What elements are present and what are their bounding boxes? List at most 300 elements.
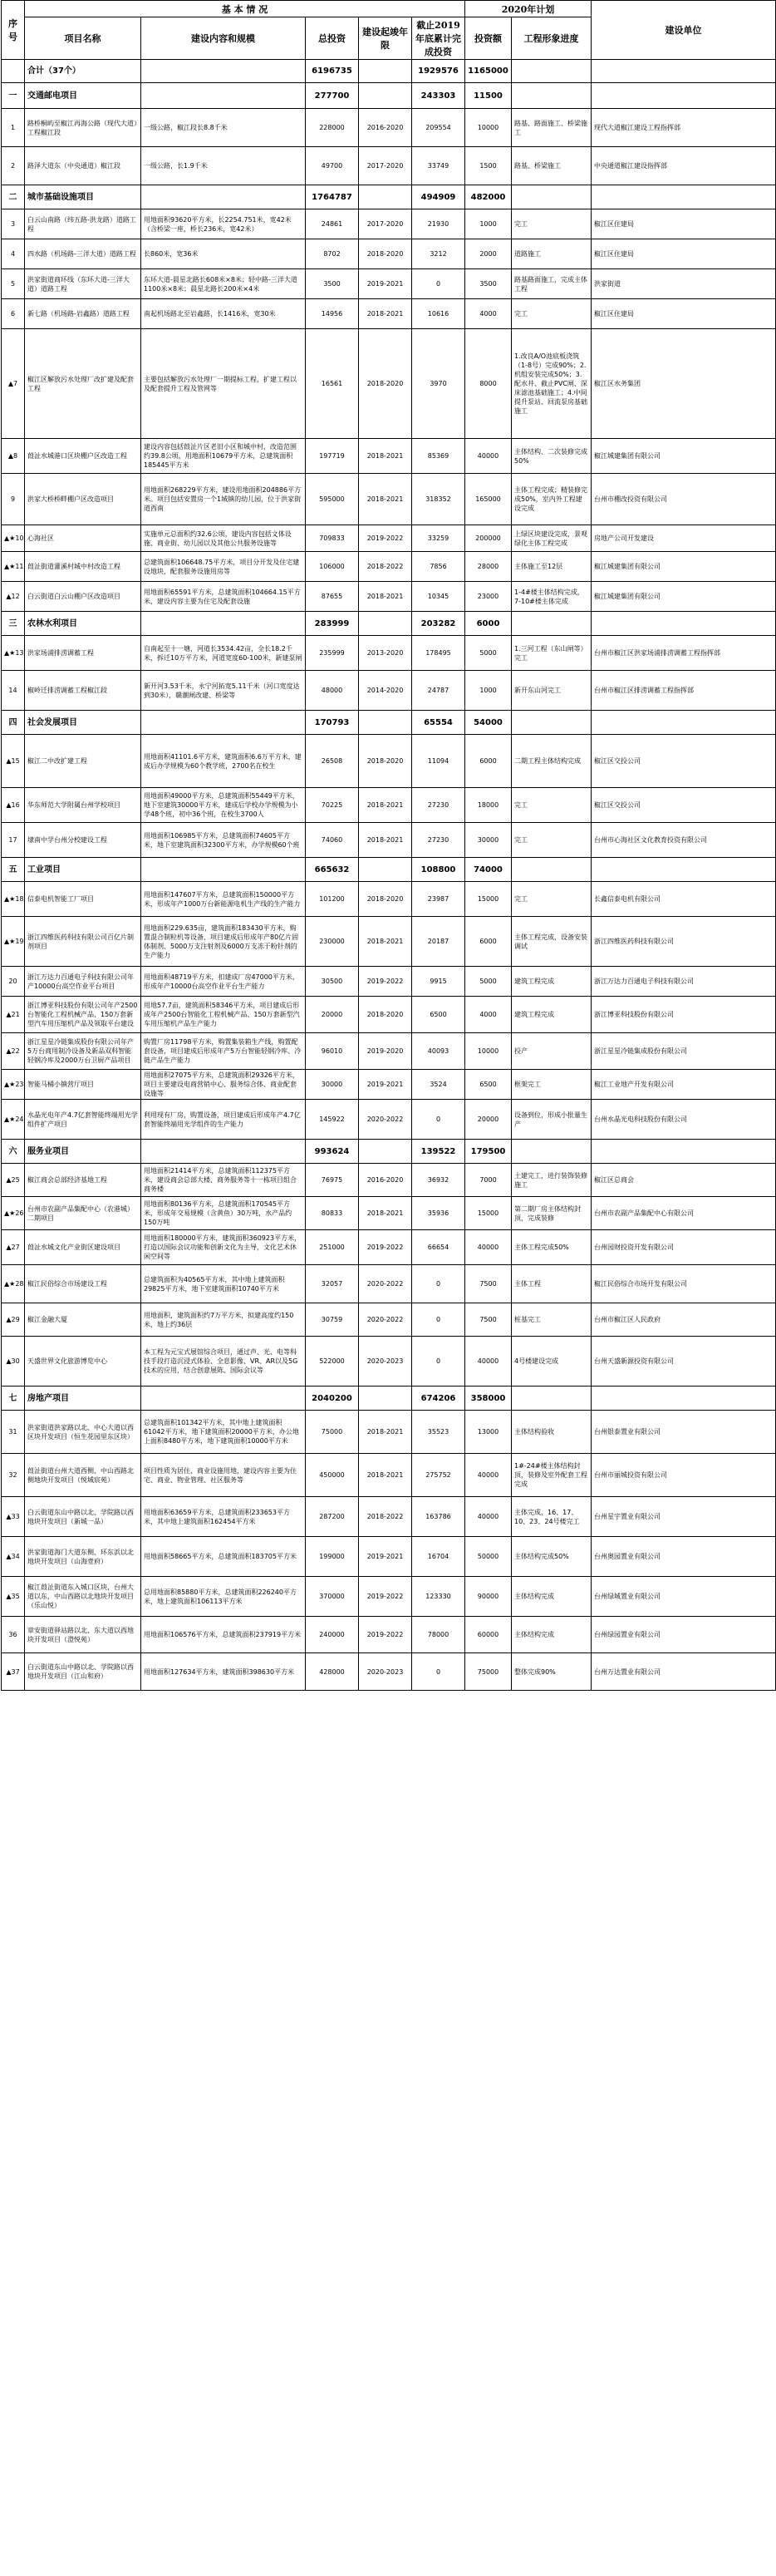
row-plan-investment: 6000 <box>465 917 512 967</box>
row-total-investment: 145922 <box>306 1100 359 1140</box>
row-content: 一级公路，长1.9千米 <box>141 147 306 185</box>
row-years: 2018-2021 <box>359 1411 412 1454</box>
row-content: 用地面积49000平方米，总建筑面积55449平方米，地下室建筑30000平方米，建成后学校办学规模为小学48个班，初中36个班，在校生3700人 <box>141 788 306 823</box>
row-years: 2018-2020 <box>359 329 412 439</box>
row-content: 用地57.7亩，建筑面积58346平方米，项目建成后形成年产2500台智能化工程机械产品、150万套新型汽车用压缩机产品生产能力 <box>141 997 306 1033</box>
row-completed-investment: 21930 <box>412 209 465 239</box>
row-builder-unit: 台州绿园置业有限公司 <box>592 1617 776 1653</box>
row-total-investment: 30000 <box>306 1070 359 1100</box>
row-content <box>141 711 306 735</box>
row-years: 2018-2020 <box>359 997 412 1033</box>
table-row <box>2 1033 776 1070</box>
row-builder-unit: 椒江区住建局 <box>592 209 776 239</box>
table-row <box>2 1411 776 1454</box>
row-progress: 桩基完工 <box>512 1303 592 1337</box>
row-builder-unit: 椒江区水务集团 <box>592 329 776 439</box>
row-plan-investment: 200000 <box>465 525 512 552</box>
row-years: 2018-2022 <box>359 552 412 582</box>
row-years: 2020-2022 <box>359 1100 412 1140</box>
row-content: 用地面积65591平方米，总建筑面积104664.15平方米，建设内容主要为住宅及配套设施 <box>141 582 306 612</box>
row-completed-investment: 178495 <box>412 636 465 671</box>
row-builder-unit: 台州绿城置业有限公司 <box>592 1577 776 1617</box>
row-content: 总建筑面积为40565平方米，其中地上建筑面积29825平方米，地下室建筑面积10740平方米 <box>141 1265 306 1303</box>
row-years: 2018-2021 <box>359 917 412 967</box>
table-body <box>2 60 776 1691</box>
row-content: 项目性质为居住、商业设施用地，建设内容主要为住宅、商业、物业管理、社区服务等 <box>141 1454 306 1497</box>
row-plan-investment: 10000 <box>465 1033 512 1070</box>
row-total-investment: 76975 <box>306 1164 359 1197</box>
row-seq: 14 <box>2 671 25 711</box>
table-row <box>2 997 776 1033</box>
row-total-investment: 32057 <box>306 1265 359 1303</box>
row-builder-unit: 椒江民俗综合市场开发有限公司 <box>592 1265 776 1303</box>
row-progress: 1.三河工程（东山闸等）完工 <box>512 636 592 671</box>
row-progress: 新开东山河完工 <box>512 671 592 711</box>
table-row <box>2 552 776 582</box>
row-seq: ▲★23 <box>2 1070 25 1100</box>
row-content: 利用现有厂房，购置设备，项目建成后形成年产4.7亿套智能终端用光学组件的生产能力 <box>141 1100 306 1140</box>
row-content: 本工程为元宝式展馆综合项目，通过声、光、电等科技手段打造沉浸式体验、全息影像、VR、AR以及5G技术的应用，结合创意展陈、国际会议等 <box>141 1337 306 1387</box>
row-plan-investment: 10000 <box>465 109 512 147</box>
row-total-investment: 70225 <box>306 788 359 823</box>
row-content: 用地面积93620平方米，长2254.751米，宽42米（含桥梁一座，桥长236米，宽42米） <box>141 209 306 239</box>
row-project-name: 浙江万达力百通电子科技有限公司年产10000台高空作业平台项目 <box>25 967 141 997</box>
row-completed-investment: 40093 <box>412 1033 465 1070</box>
table-row <box>2 474 776 525</box>
row-progress: 建筑工程完成 <box>512 997 592 1033</box>
row-seq: ▲33 <box>2 1497 25 1537</box>
row-project-name: 白云街道东山中路以北、学院路以西地块开发项目（江山和府） <box>25 1653 141 1691</box>
row-years: 2018-2021 <box>359 474 412 525</box>
row-project-name: 洪家街道洪家路以北、中心大道以西区块开发项目（恒生花园里东区块） <box>25 1411 141 1454</box>
row-completed-investment: 36932 <box>412 1164 465 1197</box>
row-total-investment: 6196735 <box>306 60 359 83</box>
row-seq: ▲★11 <box>2 552 25 582</box>
row-plan-investment: 3500 <box>465 269 512 299</box>
header-invest: 投资额 <box>465 17 512 60</box>
row-plan-investment: 1500 <box>465 147 512 185</box>
row-seq: 七 <box>2 1387 25 1411</box>
row-total-investment: 49700 <box>306 147 359 185</box>
row-progress <box>512 60 592 83</box>
row-project-name: 浙江博亚科技股份有限公司年产2500台智能化工程机械产品、150万套新型汽车用压缩机产品及领取平台建设 <box>25 997 141 1033</box>
row-years <box>359 1140 412 1164</box>
row-progress: 主体工程完成，设备安装调试 <box>512 917 592 967</box>
row-progress: 1-4#楼主体结构完成，7-10#楼主体完成 <box>512 582 592 612</box>
row-years: 2019-2022 <box>359 967 412 997</box>
row-plan-investment: 60000 <box>465 1617 512 1653</box>
row-completed-investment: 33259 <box>412 525 465 552</box>
row-project-name: 椒江民俗综合市场建设工程 <box>25 1265 141 1303</box>
row-years: 2017-2020 <box>359 209 412 239</box>
row-completed-investment: 7856 <box>412 552 465 582</box>
row-completed-investment: 1929576 <box>412 60 465 83</box>
row-total-investment: 75000 <box>306 1411 359 1454</box>
row-progress: 完工 <box>512 882 592 917</box>
row-years: 2019-2022 <box>359 1617 412 1653</box>
table-row <box>2 109 776 147</box>
row-completed-investment: 0 <box>412 269 465 299</box>
row-content: 主要包括解放污水处理厂一期提标工程，扩建工程以及配套提升工程及管网等 <box>141 329 306 439</box>
row-years: 2018-2020 <box>359 882 412 917</box>
row-years: 2020-2022 <box>359 1303 412 1337</box>
row-content: 用地面积268229平方米，建设用地面积204886平方米。项目包括安置房一个1城镇的幼儿园，位于洪家街道西南 <box>141 474 306 525</box>
row-total-investment: 24861 <box>306 209 359 239</box>
section-row <box>2 858 776 882</box>
row-builder-unit: 椒江区交投公司 <box>592 788 776 823</box>
row-total-investment: 30759 <box>306 1303 359 1337</box>
row-completed-investment: 23987 <box>412 882 465 917</box>
row-plan-investment: 1000 <box>465 209 512 239</box>
row-total-investment: 595000 <box>306 474 359 525</box>
row-years: 2018-2021 <box>359 823 412 858</box>
row-total-investment: 30500 <box>306 967 359 997</box>
table-row <box>2 1100 776 1140</box>
row-progress: 二期工程主体结构完成 <box>512 735 592 788</box>
section-row <box>2 1140 776 1164</box>
row-content <box>141 858 306 882</box>
row-completed-investment: 108800 <box>412 858 465 882</box>
row-plan-investment: 5000 <box>465 967 512 997</box>
table-row <box>2 239 776 269</box>
section-row <box>2 711 776 735</box>
row-builder-unit: 台州天盛新源投资有限公司 <box>592 1337 776 1387</box>
row-years: 2016-2020 <box>359 109 412 147</box>
row-seq: ▲15 <box>2 735 25 788</box>
header-years: 建设起竣年限 <box>359 17 412 60</box>
row-total-investment: 101200 <box>306 882 359 917</box>
row-plan-investment: 165000 <box>465 474 512 525</box>
row-progress: 土建完工，进行装饰装修施工 <box>512 1164 592 1197</box>
row-completed-investment: 0 <box>412 1265 465 1303</box>
row-builder-unit <box>592 1140 776 1164</box>
row-content <box>141 60 306 83</box>
row-completed-investment: 163786 <box>412 1497 465 1537</box>
row-plan-investment: 15000 <box>465 1197 512 1230</box>
row-plan-investment: 74000 <box>465 858 512 882</box>
row-builder-unit <box>592 612 776 636</box>
row-progress: 主体结构完成50% <box>512 1537 592 1577</box>
row-seq: ▲★13 <box>2 636 25 671</box>
row-plan-investment: 40000 <box>465 1230 512 1265</box>
table-row <box>2 1070 776 1100</box>
row-seq: 四 <box>2 711 25 735</box>
row-builder-unit: 椒江城建集团有限公司 <box>592 582 776 612</box>
row-progress <box>512 1387 592 1411</box>
row-seq: ▲27 <box>2 1230 25 1265</box>
table-row <box>2 1537 776 1577</box>
row-builder-unit: 浙江星星冷链集成股份有限公司 <box>592 1033 776 1070</box>
row-total-investment: 287200 <box>306 1497 359 1537</box>
row-progress: 完工 <box>512 823 592 858</box>
row-seq: 3 <box>2 209 25 239</box>
row-total-investment: 522000 <box>306 1337 359 1387</box>
row-completed-investment: 78000 <box>412 1617 465 1653</box>
row-seq: ▲7 <box>2 329 25 439</box>
row-years <box>359 612 412 636</box>
row-progress: 框架完工 <box>512 1070 592 1100</box>
row-total-investment: 96010 <box>306 1033 359 1070</box>
table-row <box>2 329 776 439</box>
row-seq: ▲37 <box>2 1653 25 1691</box>
row-completed-investment: 275752 <box>412 1454 465 1497</box>
row-total-investment: 428000 <box>306 1653 359 1691</box>
row-project-name: 章安街道驿站路以北、东大道以西地块开发项目（澄悦苑） <box>25 1617 141 1653</box>
row-builder-unit <box>592 83 776 109</box>
row-years: 2018-2021 <box>359 299 412 329</box>
header-name: 项目名称 <box>25 17 141 60</box>
row-builder-unit <box>592 711 776 735</box>
row-completed-investment: 9915 <box>412 967 465 997</box>
row-completed-investment: 674206 <box>412 1387 465 1411</box>
row-builder-unit: 椒江城建集团有限公司 <box>592 552 776 582</box>
row-builder-unit: 现代大道椒江建设工程指挥部 <box>592 109 776 147</box>
row-years: 2019-2022 <box>359 1577 412 1617</box>
row-progress: 第二期厂房主体结构封顶，完成装修 <box>512 1197 592 1230</box>
row-content <box>141 1140 306 1164</box>
row-project-name: 白云街道东山中路以北、学院路以西地块开发项目（新城一品） <box>25 1497 141 1537</box>
row-years: 2018-2020 <box>359 239 412 269</box>
row-progress: 1.改良A/O池底板浇筑（1-8号）完成90%；2.机组安装完成50%；3.配水井、截止PVC闸、深床滤池基础施工；4.中间提升泵站、回流泵房基础施工 <box>512 329 592 439</box>
row-project-name: 城市基础设施项目 <box>25 185 141 209</box>
row-builder-unit: 台州市农副产品集配中心有限公司 <box>592 1197 776 1230</box>
row-project-name: 合计（37个） <box>25 60 141 83</box>
table-row <box>2 1164 776 1197</box>
row-project-name: 洪家街道海门大道东侧、环东浜以北地块开发项目（山海壹府） <box>25 1537 141 1577</box>
row-seq: 20 <box>2 967 25 997</box>
table-row <box>2 525 776 552</box>
row-project-name: 洪家大桥桥畔棚户区改造项目 <box>25 474 141 525</box>
row-seq: ▲16 <box>2 788 25 823</box>
row-project-name: 洪家场浦排涝调蓄工程 <box>25 636 141 671</box>
row-seq: 36 <box>2 1617 25 1653</box>
row-project-name: 椒江区解放污水处理厂改扩建及配套工程 <box>25 329 141 439</box>
row-total-investment: 240000 <box>306 1617 359 1653</box>
row-plan-investment: 8000 <box>465 329 512 439</box>
row-seq: ▲★24 <box>2 1100 25 1140</box>
row-project-name: 工业项目 <box>25 858 141 882</box>
table-row <box>2 582 776 612</box>
row-completed-investment: 11094 <box>412 735 465 788</box>
row-content <box>141 185 306 209</box>
row-progress <box>512 185 592 209</box>
row-plan-investment: 20000 <box>465 1100 512 1140</box>
row-progress: 4号楼建设完成 <box>512 1337 592 1387</box>
row-progress: 投产 <box>512 1033 592 1070</box>
row-content: 用地面积63659平方米，总建筑面积233653平方米，其中地上建筑面积162454平方米 <box>141 1497 306 1537</box>
row-years: 2018-2021 <box>359 1197 412 1230</box>
row-total-investment: 1764787 <box>306 185 359 209</box>
row-content: 用地面积21414平方米，总建筑面积112375平方米，建设商会总部大楼、商务服务等十一栋项目组合商务楼 <box>141 1164 306 1197</box>
row-plan-investment: 2000 <box>465 239 512 269</box>
row-seq: 六 <box>2 1140 25 1164</box>
row-builder-unit: 台州市丽城投资有限公司 <box>592 1454 776 1497</box>
row-content: 用地面积127634平方米，建筑面积398630平方米 <box>141 1653 306 1691</box>
row-content: 总建筑面积106648.75平方米，项目分开发及住宅建设地块，配套服务设施用房等 <box>141 552 306 582</box>
row-years: 2020-2023 <box>359 1337 412 1387</box>
row-builder-unit: 房地产公司开发建设 <box>592 525 776 552</box>
row-plan-investment: 40000 <box>465 1337 512 1387</box>
row-completed-investment: 494909 <box>412 185 465 209</box>
row-builder-unit: 台州市椒江区人民政府 <box>592 1303 776 1337</box>
row-completed-investment: 0 <box>412 1303 465 1337</box>
row-seq: 9 <box>2 474 25 525</box>
row-progress: 主体结构、二次装修完成50% <box>512 439 592 474</box>
row-total-investment: 2040200 <box>306 1387 359 1411</box>
row-seq: ▲★18 <box>2 882 25 917</box>
row-plan-investment: 6000 <box>465 612 512 636</box>
row-project-name: 农林水利项目 <box>25 612 141 636</box>
row-years <box>359 711 412 735</box>
row-builder-unit: 台州星宇置业有限公司 <box>592 1497 776 1537</box>
row-seq: ▲29 <box>2 1303 25 1337</box>
row-project-name: 新七路（机场路-岩鑫路）道路工程 <box>25 299 141 329</box>
row-plan-investment: 358000 <box>465 1387 512 1411</box>
row-seq: ▲★10 <box>2 525 25 552</box>
row-years: 2018-2022 <box>359 1497 412 1537</box>
row-builder-unit: 长鑫信泰电机有限公司 <box>592 882 776 917</box>
row-years: 2013-2020 <box>359 636 412 671</box>
row-progress <box>512 858 592 882</box>
section-row <box>2 1387 776 1411</box>
row-progress <box>512 1140 592 1164</box>
row-project-name: 路泽大道东（中央通道）椒江段 <box>25 147 141 185</box>
header-progress: 工程形象进度 <box>512 17 592 60</box>
table-row <box>2 1337 776 1387</box>
row-completed-investment: 139522 <box>412 1140 465 1164</box>
row-total-investment: 230000 <box>306 917 359 967</box>
row-total-investment: 450000 <box>306 1454 359 1497</box>
row-builder-unit: 椒江区住建局 <box>592 299 776 329</box>
row-builder-unit: 椒江区交投公司 <box>592 735 776 788</box>
row-plan-investment: 75000 <box>465 1653 512 1691</box>
row-seq: 三 <box>2 612 25 636</box>
row-builder-unit: 椒江区总商会 <box>592 1164 776 1197</box>
row-project-name: 浙江星星冷链集成股份有限公司年产5万台商用制冷设备及新品双科智能轻钢冷库及2000万台卫厨产品项目 <box>25 1033 141 1070</box>
row-plan-investment: 7500 <box>465 1265 512 1303</box>
row-plan-investment: 4000 <box>465 299 512 329</box>
row-plan-investment: 50000 <box>465 1537 512 1577</box>
row-total-investment: 106000 <box>306 552 359 582</box>
row-years <box>359 185 412 209</box>
header-group-basic: 基 本 情 况 <box>25 1 465 17</box>
row-plan-investment: 11500 <box>465 83 512 109</box>
row-content: 用地面积27075平方米，总建筑面积29326平方米，项目主要建设电商营销中心、服务综合体、商业配套设施等 <box>141 1070 306 1100</box>
row-progress: 主体工程 <box>512 1265 592 1303</box>
row-project-name: 椒江葭沚街道东入城口区块，台州大道以东，中山西路以北地块开发项目（乐山悦） <box>25 1577 141 1617</box>
row-years: 2018-2020 <box>359 735 412 788</box>
row-builder-unit: 台州奥园置业有限公司 <box>592 1537 776 1577</box>
row-progress: 主体完成，16、17、10、23、24号楼完工 <box>512 1497 592 1537</box>
row-builder-unit: 台州市椒江区排涝调蓄工程指挥部 <box>592 671 776 711</box>
row-seq: ▲8 <box>2 439 25 474</box>
row-completed-investment: 3970 <box>412 329 465 439</box>
row-project-name: 椒江金融大厦 <box>25 1303 141 1337</box>
row-builder-unit: 浙江博亚科技股份有限公司 <box>592 997 776 1033</box>
row-seq: 一 <box>2 83 25 109</box>
row-completed-investment: 35523 <box>412 1411 465 1454</box>
table-row <box>2 299 776 329</box>
row-plan-investment: 6500 <box>465 1070 512 1100</box>
row-project-name: 椒岭迁排涝调蓄工程椒江段 <box>25 671 141 711</box>
row-project-name: 葭沚街道灌溪村城中村改造工程 <box>25 552 141 582</box>
table-row <box>2 788 776 823</box>
row-total-investment: 3500 <box>306 269 359 299</box>
row-project-name: 葭沚水城文化产业街区建设项目 <box>25 1230 141 1265</box>
row-seq: 32 <box>2 1454 25 1497</box>
section-row <box>2 83 776 109</box>
row-total-investment: 48000 <box>306 671 359 711</box>
row-builder-unit: 台州银泰置业有限公司 <box>592 1411 776 1454</box>
table-row <box>2 147 776 185</box>
row-project-name: 交通邮电项目 <box>25 83 141 109</box>
row-content: 用地面积48719平方米，扣建成厂房47000平方米，形成年产10000台高空作业平台生产能力 <box>141 967 306 997</box>
row-progress <box>512 612 592 636</box>
header-unit: 建设单位 <box>592 1 776 60</box>
table-row <box>2 735 776 788</box>
row-progress: 建筑工程完成 <box>512 967 592 997</box>
row-total-investment: 277700 <box>306 83 359 109</box>
row-seq: ▲30 <box>2 1337 25 1387</box>
row-years: 2020-2022 <box>359 1265 412 1303</box>
table-row <box>2 1303 776 1337</box>
row-builder-unit <box>592 60 776 83</box>
row-plan-investment: 4000 <box>465 997 512 1033</box>
row-content: 用地面积147607平方米，总建筑面积150000平方米，形成年产1000万台新能源电机生产线的生产能力 <box>141 882 306 917</box>
header-group-plan: 2020年计划 <box>465 1 592 17</box>
row-total-investment: 709833 <box>306 525 359 552</box>
row-completed-investment: 35936 <box>412 1197 465 1230</box>
row-completed-investment: 0 <box>412 1653 465 1691</box>
table-row <box>2 439 776 474</box>
row-completed-investment: 66654 <box>412 1230 465 1265</box>
row-seq: 1 <box>2 109 25 147</box>
row-seq <box>2 60 25 83</box>
row-seq: 二 <box>2 185 25 209</box>
row-years: 2019-2021 <box>359 1537 412 1577</box>
row-total-investment: 199000 <box>306 1537 359 1577</box>
row-total-investment: 228000 <box>306 109 359 147</box>
header-seq: 序号 <box>2 1 25 60</box>
row-plan-investment: 5000 <box>465 636 512 671</box>
row-completed-investment: 318352 <box>412 474 465 525</box>
header-total: 总投资 <box>306 17 359 60</box>
row-years: 2016-2020 <box>359 1164 412 1197</box>
row-progress: 主体结构验收 <box>512 1411 592 1454</box>
row-years: 2018-2021 <box>359 582 412 612</box>
row-total-investment: 235999 <box>306 636 359 671</box>
row-builder-unit <box>592 1387 776 1411</box>
row-project-name: 天盛世界文化旅游博览中心 <box>25 1337 141 1387</box>
row-content: 用地面积，建筑面积约7万平方米，拟建高度约150米，地上约36层 <box>141 1303 306 1337</box>
row-project-name: 四水路（机场路-三洋大道）道路工程 <box>25 239 141 269</box>
row-progress: 1#-24#楼主体结构封顶，装修及室外配套工程完成 <box>512 1454 592 1497</box>
row-content <box>141 1387 306 1411</box>
row-project-name: 椒江商会总部经济基地工程 <box>25 1164 141 1197</box>
table-row <box>2 671 776 711</box>
row-progress: 路基、路面施工、桥梁施工 <box>512 109 592 147</box>
row-builder-unit: 台州万达置业有限公司 <box>592 1653 776 1691</box>
row-content: 用地面积58665平方米，总建筑面积183705平方米 <box>141 1537 306 1577</box>
row-completed-investment: 0 <box>412 1337 465 1387</box>
row-total-investment: 170793 <box>306 711 359 735</box>
table-row <box>2 917 776 967</box>
row-progress: 道路施工 <box>512 239 592 269</box>
row-builder-unit: 中央通道椒江建设指挥部 <box>592 147 776 185</box>
row-completed-investment: 65554 <box>412 711 465 735</box>
row-total-investment: 251000 <box>306 1230 359 1265</box>
row-project-name: 白云山南路（纬五路-洪龙路）道路工程 <box>25 209 141 239</box>
